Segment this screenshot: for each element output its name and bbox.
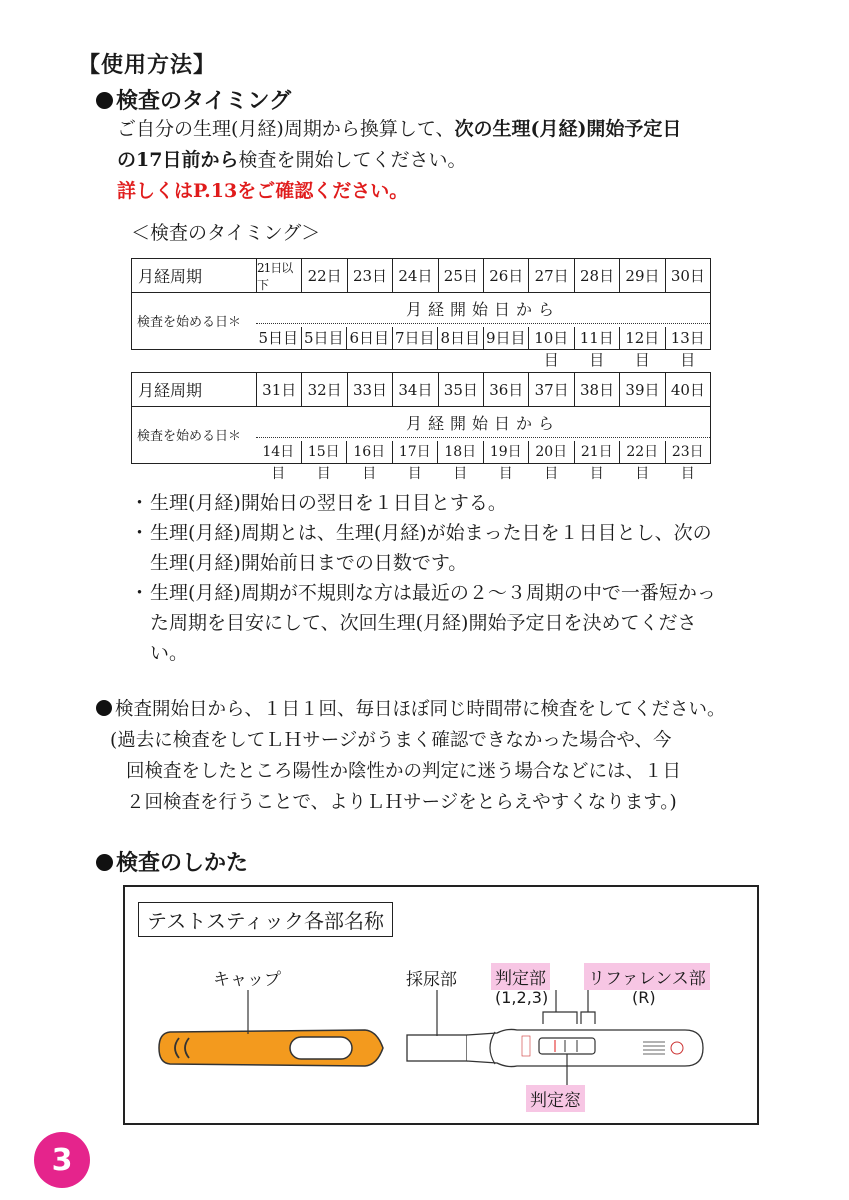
timing-intro xyxy=(117,114,777,207)
timing-notes xyxy=(130,488,730,668)
reference-label: リファレンス部 xyxy=(584,963,710,990)
reference-bracket xyxy=(581,1012,595,1024)
note-item: ・ 生理(月経)周期が不規則な方は最近の２〜３周期の中で一番短かった周期を目安にして、次回生理(月経)開始予定日を決めてください。 xyxy=(130,578,730,668)
cycle-cell: 35日 xyxy=(439,373,484,406)
start-day-cell: 17日目 xyxy=(393,441,439,463)
start-day-cell: 8日目 xyxy=(438,327,484,349)
start-day-cell: 5日目 xyxy=(256,327,302,349)
start-day-cell: 22日目 xyxy=(620,441,666,463)
start-day-cell: 19日目 xyxy=(484,441,530,463)
note-item: ・ 生理(月経)開始日の翌日を１日目とする。 xyxy=(130,488,730,518)
daily-paren-3: ２回検査を行うことで、よりＬＨサージをとらえやすくなります。) xyxy=(126,792,677,813)
intro-line1b: 次の生理(月経)開始予定日 xyxy=(454,118,682,140)
intro-line2a: の17日前から xyxy=(117,149,239,171)
cycle-row xyxy=(132,373,710,407)
note-item: ・ 生理(月経)周期とは、生理(月経)が始まった日を１日目とし、次の生理(月経)開始前日までの日数です。 xyxy=(130,518,730,578)
judge-bracket xyxy=(543,1012,577,1024)
start-day-cell: 10日目 xyxy=(529,327,575,349)
cycle-cell: 34日 xyxy=(393,373,438,406)
bullet-icon xyxy=(96,854,113,871)
timing-heading-text: 検査のタイミング xyxy=(116,89,292,114)
timing-heading xyxy=(96,84,291,115)
cycle-cell: 21日以下 xyxy=(257,259,302,292)
start-day-cell: 21日目 xyxy=(575,441,621,463)
test-stick-diagram xyxy=(125,990,755,1090)
cycle-row xyxy=(132,259,710,293)
cycle-cell: 23日 xyxy=(348,259,393,292)
start-day-label: 検査を始める日＊ xyxy=(137,429,242,444)
dotted-divider xyxy=(256,437,710,438)
intro-line2b: 検査を開始してください。 xyxy=(238,149,467,171)
howto-heading-text: 検査のしかた xyxy=(116,851,249,876)
daily-paren-2: 回検査をしたところ陽性か陰性かの判定に迷う場合などには、１日 xyxy=(126,761,682,782)
daily-paren-1: (過去に検査をしてＬＨサージがうまく確認できなかった場合や、今 xyxy=(110,730,672,751)
reference-sub-label: (R) xyxy=(632,988,656,1007)
judge-label: 判定部 xyxy=(491,963,550,990)
sampling-label: 採尿部 xyxy=(406,970,457,990)
cycle-cell: 29日 xyxy=(620,259,665,292)
cycle-cell: 40日 xyxy=(670,381,705,399)
cycle-cell: 33日 xyxy=(348,373,393,406)
cap-label: キャップ xyxy=(213,970,281,990)
cycle-cell: 32日 xyxy=(302,373,347,406)
cycle-cell: 22日 xyxy=(302,259,347,292)
start-day-row xyxy=(132,293,710,369)
start-day-cell: 11日目 xyxy=(575,327,621,349)
start-day-cell: 18日目 xyxy=(438,441,484,463)
timing-table-1 xyxy=(131,258,711,369)
start-day-cell: 16日目 xyxy=(347,441,393,463)
usage-title: 【使用方法】 xyxy=(78,53,217,78)
start-day-cell: 15日目 xyxy=(302,441,348,463)
start-day-cell: 12日目 xyxy=(620,327,666,349)
timing-table-2 xyxy=(131,372,711,482)
start-day-cell: 14日目 xyxy=(256,441,302,463)
intro-red-note: 詳しくはP.13をご確認ください。 xyxy=(117,180,409,202)
cycle-cell: 25日 xyxy=(439,259,484,292)
judge-sub-label: (1,2,3) xyxy=(495,988,549,1007)
cycle-cell: 36日 xyxy=(484,373,529,406)
stick-shape xyxy=(407,1029,703,1066)
start-day-label: 検査を始める日＊ xyxy=(137,315,242,330)
start-day-cell: 9日目 xyxy=(484,327,530,349)
cycle-cell: 30日 xyxy=(670,267,705,285)
cap-shape xyxy=(159,1030,383,1066)
cycle-cell: 37日 xyxy=(529,373,574,406)
bullet-icon xyxy=(96,92,113,109)
daily-paragraph xyxy=(96,694,776,818)
dotted-divider xyxy=(256,323,710,324)
intro-line1a: ご自分の生理(月経)周期から換算して、 xyxy=(117,118,455,140)
window-label: 判定窓 xyxy=(526,1085,585,1112)
start-day-cell: 5日目 xyxy=(302,327,348,349)
parts-title: テストスティック各部名称 xyxy=(138,902,393,937)
start-day-row xyxy=(132,407,710,482)
howto-heading xyxy=(96,846,248,877)
daily-line1: 検査開始日から、１日１回、毎日ほぼ同じ時間帯に検査をしてください。 xyxy=(115,699,726,720)
from-label: 月経開始日から xyxy=(405,414,560,433)
cycle-row-label: 月経周期 xyxy=(132,373,257,406)
cycle-cell: 24日 xyxy=(393,259,438,292)
start-day-cell: 23日目 xyxy=(671,444,704,482)
cycle-row-label: 月経周期 xyxy=(132,259,257,292)
cycle-cell: 28日 xyxy=(575,259,620,292)
cycle-cell: 31日 xyxy=(257,373,302,406)
cycle-cell: 26日 xyxy=(484,259,529,292)
start-day-cell: 13日目 xyxy=(670,329,705,369)
start-day-cell: 20日目 xyxy=(529,441,575,463)
start-day-cell: 7日目 xyxy=(393,327,439,349)
cycle-cell: 39日 xyxy=(620,373,665,406)
cycle-cell: 27日 xyxy=(529,259,574,292)
from-label: 月経開始日から xyxy=(405,300,560,319)
table-caption: ＜検査のタイミング＞ xyxy=(131,222,321,244)
cycle-cell: 38日 xyxy=(575,373,620,406)
bullet-icon xyxy=(96,700,112,716)
page-number-badge: 3 xyxy=(34,1132,90,1188)
start-day-cell: 6日目 xyxy=(347,327,393,349)
